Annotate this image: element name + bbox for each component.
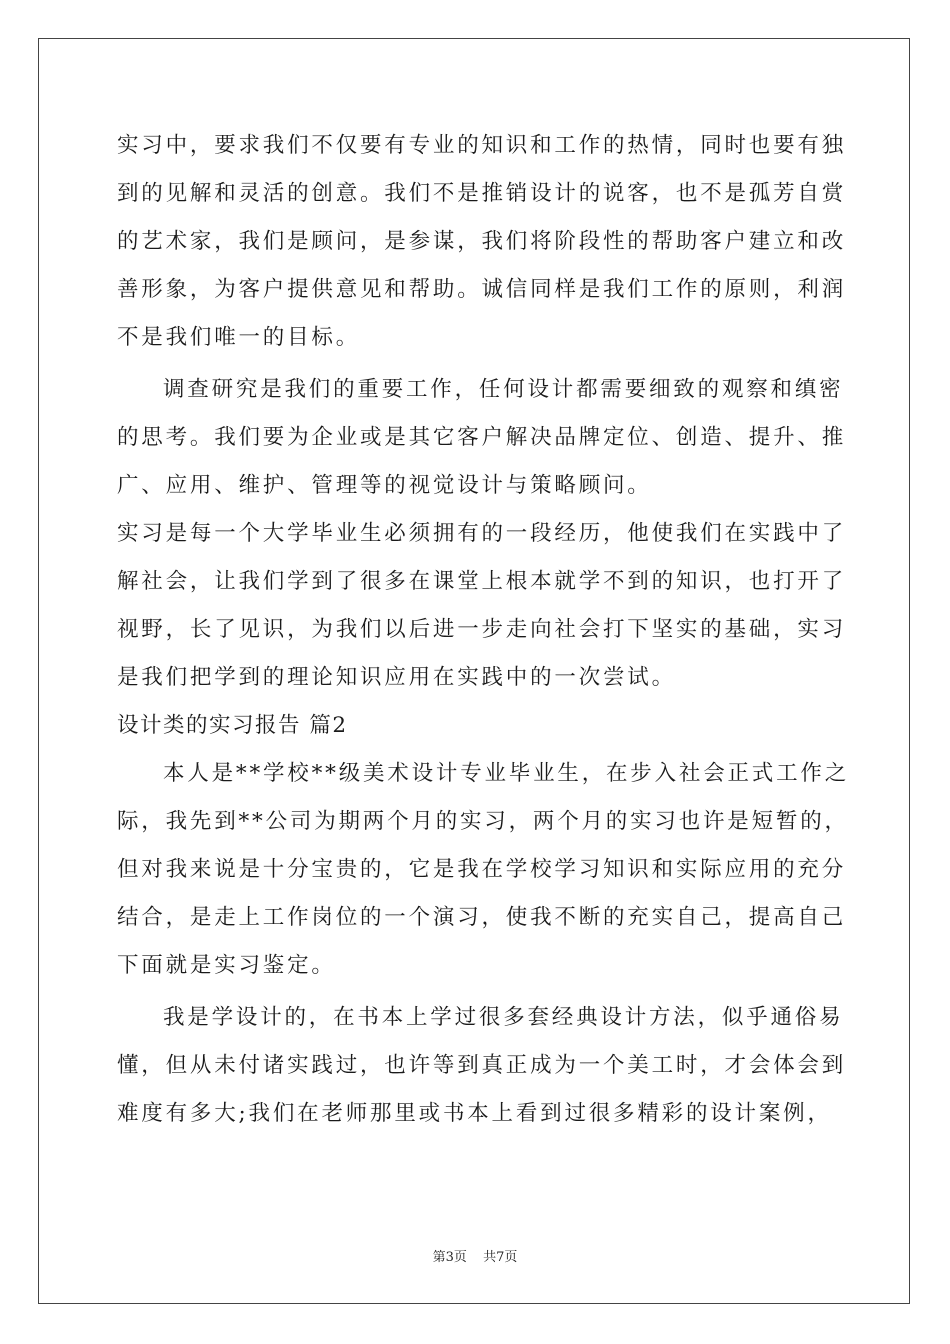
page-footer	[0, 1246, 950, 1265]
text-line: 到的见解和灵活的创意。我们不是推销设计的说客，也不是孤芳自赏	[117, 181, 847, 206]
document-body	[117, 122, 850, 1138]
text-line: 的艺术家，我们是顾问，是参谋，我们将阶段性的帮助客户建立和改	[117, 229, 847, 254]
text-line: 实习是每一个大学毕业生必须拥有的一段经历，他使我们在实践中了	[117, 521, 847, 546]
text-line: 不是我们唯一的目标。	[117, 325, 361, 350]
text-line: 广、应用、维护、管理等的视觉设计与策略顾问。	[117, 473, 652, 498]
text-line: 调查研究是我们的重要工作，任何设计都需要细致的观察和缜密	[163, 377, 844, 402]
text-line: 但对我来说是十分宝贵的，它是我在学校学习知识和实际应用的充分	[117, 857, 847, 882]
text-line: 难度有多大;我们在老师那里或书本上看到过很多精彩的设计案例，	[117, 1101, 832, 1126]
page-total: 共7页	[483, 1250, 518, 1265]
page-number: 第3页	[432, 1250, 467, 1265]
paragraph	[117, 366, 847, 510]
paragraph	[117, 750, 850, 990]
paragraph	[117, 510, 847, 702]
text-line: 视野，长了见识，为我们以后进一步走向社会打下坚实的基础，实习	[117, 617, 847, 642]
text-line: 结合，是走上工作岗位的一个演习，使我不断的充实自己，提高自己	[117, 905, 847, 930]
section-heading: 设计类的实习报告 篇2	[117, 713, 348, 738]
text-line: 的思考。我们要为企业或是其它客户解决品牌定位、创造、提升、推	[117, 425, 847, 450]
paragraph	[117, 122, 847, 362]
text-line: 是我们把学到的理论知识应用在实践中的一次尝试。	[117, 665, 676, 690]
text-line: 实习中，要求我们不仅要有专业的知识和工作的热情，同时也要有独	[117, 133, 847, 158]
text-line: 际，我先到**公司为期两个月的实习，两个月的实习也许是短暂的，	[117, 809, 849, 834]
text-line: 本人是**学校**级美术设计专业毕业生，在步入社会正式工作之	[163, 761, 850, 786]
paragraph	[117, 994, 847, 1138]
text-line: 善形象，为客户提供意见和帮助。诚信同样是我们工作的原则，利润	[117, 277, 847, 302]
text-line: 懂，但从未付诸实践过，也许等到真正成为一个美工时，才会体会到	[117, 1053, 847, 1078]
text-line: 下面就是实习鉴定。	[117, 953, 336, 978]
text-line: 解社会，让我们学到了很多在课堂上根本就学不到的知识，也打开了	[117, 569, 847, 594]
text-line: 我是学设计的，在书本上学过很多套经典设计方法，似乎通俗易	[163, 1005, 844, 1030]
